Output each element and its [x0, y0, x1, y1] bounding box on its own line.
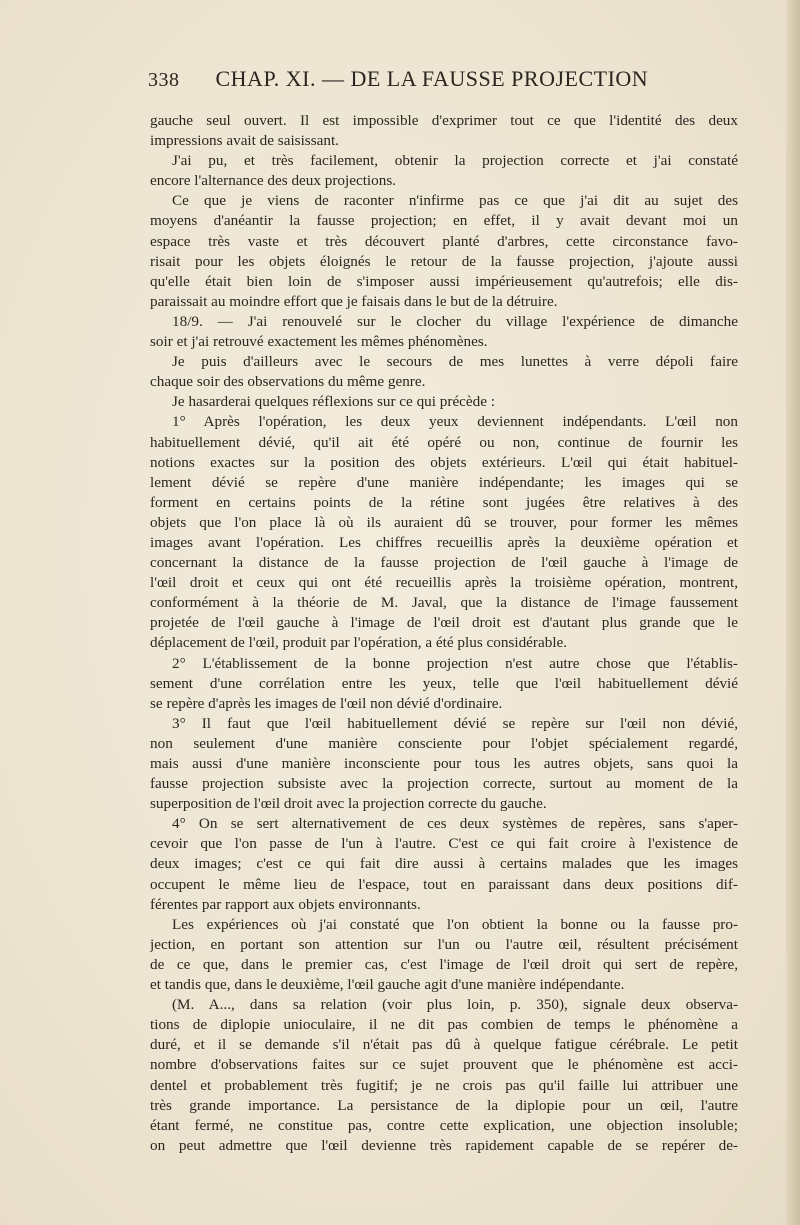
text-line: Ce que je viens de raconter n'infirme pas ce que j'ai dit au sujet des — [172, 192, 738, 210]
text-line: férentes par rapport aux objets environnants. — [150, 895, 421, 913]
text-line: sement d'une corrélation entre les yeux, telle que l'œil habituellement dévié — [150, 674, 738, 692]
text-line: habituellement dévié, qu'il ait été opéré ou non, continue de fournir les — [150, 433, 738, 451]
text-line: tions de diplopie unioculaire, il ne dit pas combien de temps le phénomène a — [150, 1016, 738, 1034]
text-line: 3° Il faut que l'œil habituellement dévié se repère sur l'œil non dévié, — [172, 714, 738, 732]
text-line: Les expériences où j'ai constaté que l'on obtient la bonne ou la fausse pro- — [172, 915, 738, 933]
text-line: on peut admettre que l'œil devienne très rapidement capable de se repérer de- — [150, 1136, 738, 1154]
text-line: paraissait au moindre effort que je faisais dans le but de la détruire. — [150, 292, 558, 310]
text-line: 1° Après l'opération, les deux yeux deviennent indépendants. L'œil non — [172, 413, 738, 431]
text-line: images avant l'opération. Les chiffres recueillis après la deuxième opération et — [150, 533, 738, 551]
text-line: jection, en portant son attention sur l'un ou l'autre œil, résultent précisément — [150, 935, 738, 953]
text-line: risait pour les objets éloignés le retour de la fausse projection, j'ajoute aussi — [150, 252, 738, 270]
text-line: 18/9. — J'ai renouvelé sur le clocher du village l'expérience de dimanche — [172, 312, 738, 330]
text-line: conformément à la théorie de M. Javal, que la distance de l'image faussement — [150, 594, 738, 612]
text-line: 4° On se sert alternativement de ces deux systèmes de repères, sans s'aper- — [172, 815, 738, 833]
text-line: déplacement de l'œil, produit par l'opération, a été plus considérable. — [150, 634, 568, 652]
text-line: se repère d'après les images de l'œil non dévié d'ordinaire. — [150, 694, 503, 712]
text-line: occupent le même lieu de l'espace, tout en paraissant dans deux positions dif- — [150, 875, 738, 893]
text-line: espace très vaste et très découvert planté d'arbres, cette circonstance favo- — [150, 232, 738, 250]
body-text — [150, 111, 738, 1156]
text-line: superposition de l'œil droit avec la projection correcte du gauche. — [150, 795, 547, 813]
text-line: Je hasarderai quelques réflexions sur ce qui précède : — [172, 393, 496, 411]
running-header — [148, 66, 668, 94]
text-line: fausse projection subsiste avec la projection correcte, surtout au moment de la — [150, 775, 738, 793]
text-line: cevoir que l'on passe de l'un à l'autre. C'est ce qui fait croire à l'existence de — [150, 835, 738, 853]
text-line: très grande importance. La persistance de la diplopie pour un œil, l'autre — [150, 1096, 738, 1114]
running-title: CHAP. XI. — DE LA FAUSSE PROJECTION — [215, 66, 649, 91]
text-line: Je puis d'ailleurs avec le secours de mes lunettes à verre dépoli faire — [172, 353, 738, 371]
text-line: duré, et il se demande s'il n'était pas dû à quelque fatigue cérébrale. Le petit — [150, 1036, 738, 1054]
text-line: concernant la distance de la fausse projection de l'œil gauche à l'image de — [150, 554, 738, 572]
text-line: étant fermé, ne constitue pas, contre cette explication, une objection insoluble; — [150, 1116, 738, 1134]
text-line: encore l'alternance des deux projections. — [150, 172, 397, 190]
text-line: gauche seul ouvert. Il est impossible d'exprimer tout ce que l'identité des deux — [150, 112, 738, 129]
text-line: J'ai pu, et très facilement, obtenir la projection correcte et j'ai constaté — [172, 152, 738, 170]
text-line: lement dévié se repère d'une manière indépendante; les images qui se — [150, 473, 738, 491]
text-line: impressions avait de saisissant. — [150, 132, 339, 150]
text-line: moyens d'anéantir la fausse projection; en effet, il y avait devant moi un — [150, 212, 738, 230]
text-line: qu'elle était bien loin de s'imposer aussi impérieusement qu'autrefois; elle dis- — [150, 272, 738, 290]
text-line: projetée de l'œil gauche à l'image de l'œil droit est d'autant plus grande que le — [150, 614, 738, 632]
text-line: objets que l'on place là où ils auraient dû se trouver, pour former les mêmes — [150, 513, 738, 531]
text-line: nombre d'observations faites sur ce sujet prouvent que le phénomène est acci- — [150, 1056, 738, 1074]
text-line: notions exactes sur la position des objets extérieurs. L'œil qui était habituel- — [150, 453, 738, 471]
text-line: deux images; c'est ce qui fait dire aussi à certains malades que les images — [150, 855, 738, 873]
text-line: soir et j'ai retrouvé exactement les mêmes phénomènes. — [150, 333, 488, 351]
page-edge-shadow — [786, 0, 800, 1225]
text-line: (M. A..., dans sa relation (voir plus loin, p. 350), signale deux observa- — [172, 996, 738, 1014]
text-line: 2° L'établissement de la bonne projection n'est autre chose que l'établis- — [172, 654, 738, 672]
text-line: mais aussi d'une manière inconsciente pour tous les autres objets, sans quoi la — [150, 755, 738, 772]
text-line: l'œil droit et ceux qui ont été recueillis après la troisième opération, montrent, — [150, 574, 738, 592]
text-line: de ce que, dans le premier cas, c'est l'image de l'œil droit qui sert de repère, — [150, 955, 738, 973]
text-line: forment en certains points de la rétine sont jugées être relatives à des — [150, 493, 738, 511]
text-line: dentel et probablement très fugitif; je ne crois pas qu'il faille lui attribuer une — [150, 1076, 738, 1094]
text-line: et tandis que, dans le deuxième, l'œil gauche agit d'une manière indépendante. — [150, 976, 625, 994]
text-line: chaque soir des observations du même genre. — [150, 373, 426, 391]
page-number: 338 — [148, 69, 180, 91]
text-line: non seulement d'une manière consciente pour l'objet spécialement regardé, — [150, 734, 738, 752]
